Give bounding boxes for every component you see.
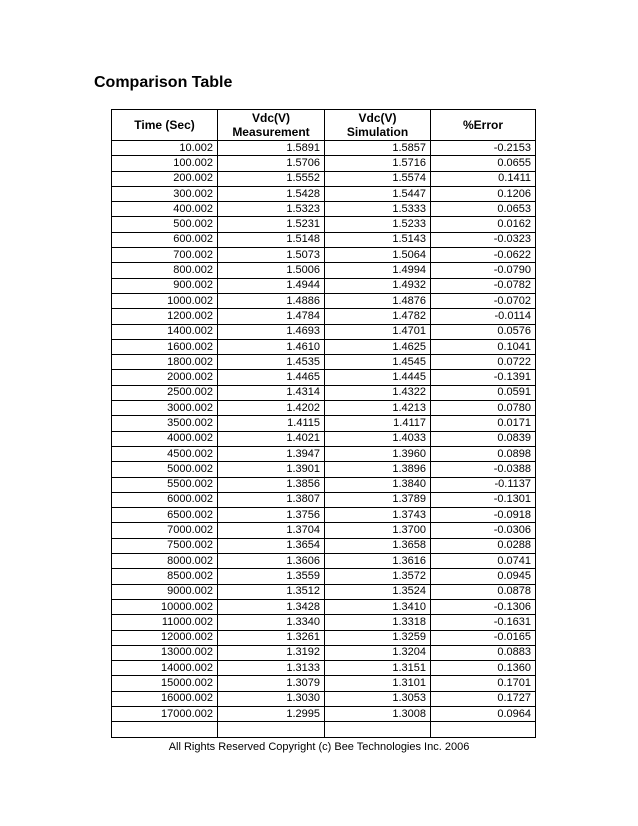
time-cell: 10.002 (112, 141, 218, 156)
table-row (112, 462, 536, 477)
simulation-cell: 1.3700 (325, 523, 431, 538)
comparison-table (111, 109, 536, 738)
table-row (112, 431, 536, 446)
simulation-cell: 1.4545 (325, 355, 431, 370)
simulation-cell: 1.3658 (325, 538, 431, 553)
measurement-cell: 1.3654 (218, 538, 325, 553)
measurement-cell: 1.3261 (218, 630, 325, 645)
simulation-cell: 1.5064 (325, 248, 431, 263)
measurement-cell: 1.4021 (218, 431, 325, 446)
time-cell: 3500.002 (112, 416, 218, 431)
table-row (112, 676, 536, 691)
time-cell: 3000.002 (112, 401, 218, 416)
simulation-cell: 1.4876 (325, 293, 431, 308)
simulation-cell: 1.4213 (325, 401, 431, 416)
simulation-cell: 1.3524 (325, 584, 431, 599)
table-row (112, 645, 536, 660)
error-cell: 0.0591 (431, 385, 536, 400)
error-cell: -0.0622 (431, 248, 536, 263)
measurement-cell: 1.4693 (218, 324, 325, 339)
error-cell: -0.1391 (431, 370, 536, 385)
copyright-footer: All Rights Reserved Copyright (c) Bee Technologies Inc. 2006 (168, 741, 470, 753)
simulation-cell: 1.4994 (325, 263, 431, 278)
measurement-cell: 1.3559 (218, 569, 325, 584)
table-row (112, 156, 536, 171)
time-cell: 13000.002 (112, 645, 218, 660)
table-row (112, 538, 536, 553)
simulation-cell: 1.3053 (325, 691, 431, 706)
measurement-cell: 1.5148 (218, 232, 325, 247)
simulation-cell: 1.3204 (325, 645, 431, 660)
error-cell: -0.0323 (431, 232, 536, 247)
measurement-cell: 1.4465 (218, 370, 325, 385)
time-cell: 16000.002 (112, 691, 218, 706)
time-cell: 1600.002 (112, 339, 218, 354)
simulation-cell: 1.4932 (325, 278, 431, 293)
time-cell: 6000.002 (112, 492, 218, 507)
table-row (112, 141, 536, 156)
measurement-cell: 1.3192 (218, 645, 325, 660)
table-row (112, 584, 536, 599)
error-cell: -0.0702 (431, 293, 536, 308)
error-cell: -0.0790 (431, 263, 536, 278)
simulation-cell: 1.3151 (325, 661, 431, 676)
table-row (112, 355, 536, 370)
simulation-cell: 1.3960 (325, 446, 431, 461)
table-row (112, 202, 536, 217)
header-row (112, 110, 536, 141)
error-cell: 0.0655 (431, 156, 536, 171)
time-cell: 700.002 (112, 248, 218, 263)
error-cell: 0.1360 (431, 661, 536, 676)
measurement-cell: 1.5552 (218, 171, 325, 186)
measurement-cell: 1.3512 (218, 584, 325, 599)
error-cell: 0.0741 (431, 554, 536, 569)
error-cell: 0.1701 (431, 676, 536, 691)
simulation-cell: 1.5233 (325, 217, 431, 232)
measurement-cell: 1.3340 (218, 615, 325, 630)
time-cell: 6500.002 (112, 508, 218, 523)
time-cell: 9000.002 (112, 584, 218, 599)
simulation-cell: 1.3101 (325, 676, 431, 691)
measurement-cell: 1.5006 (218, 263, 325, 278)
error-cell: 0.0898 (431, 446, 536, 461)
table-row (112, 385, 536, 400)
time-cell: 600.002 (112, 232, 218, 247)
measurement-cell: 1.3428 (218, 599, 325, 614)
error-cell: -0.0918 (431, 508, 536, 523)
time-cell: 900.002 (112, 278, 218, 293)
measurement-cell: 1.3901 (218, 462, 325, 477)
column-header-label: Time (Sec) (134, 118, 195, 132)
column-header-simulation (325, 110, 431, 141)
table-row (112, 615, 536, 630)
simulation-cell: 1.4701 (325, 324, 431, 339)
simulation-cell: 1.4322 (325, 385, 431, 400)
measurement-cell: 1.4886 (218, 293, 325, 308)
table-row (112, 661, 536, 676)
table-row (112, 263, 536, 278)
simulation-cell: 1.5716 (325, 156, 431, 171)
page-title: Comparison Table (94, 74, 233, 91)
error-cell: 0.0288 (431, 538, 536, 553)
table-row (112, 569, 536, 584)
table-row (112, 186, 536, 201)
time-cell: 300.002 (112, 186, 218, 201)
error-cell: 0.1041 (431, 339, 536, 354)
time-cell: 8000.002 (112, 554, 218, 569)
measurement-cell: 1.4115 (218, 416, 325, 431)
measurement-cell: 1.3030 (218, 691, 325, 706)
measurement-cell: 1.3079 (218, 676, 325, 691)
error-cell: -0.1631 (431, 615, 536, 630)
error-cell: -0.2153 (431, 141, 536, 156)
simulation-cell: 1.3410 (325, 599, 431, 614)
table-row (112, 477, 536, 492)
column-header-label: Vdc(V) (358, 111, 397, 125)
column-header-error (431, 110, 536, 141)
time-cell: 15000.002 (112, 676, 218, 691)
time-cell: 200.002 (112, 171, 218, 186)
simulation-cell: 1.5447 (325, 186, 431, 201)
measurement-cell: 1.4535 (218, 355, 325, 370)
table-row (112, 523, 536, 538)
time-cell: 14000.002 (112, 661, 218, 676)
simulation-cell: 1.5574 (325, 171, 431, 186)
error-cell: 0.0653 (431, 202, 536, 217)
measurement-cell (218, 722, 325, 737)
time-cell: 1200.002 (112, 309, 218, 324)
table-row (112, 722, 536, 737)
error-cell: 0.0162 (431, 217, 536, 232)
error-cell: -0.0388 (431, 462, 536, 477)
measurement-cell: 1.4610 (218, 339, 325, 354)
measurement-cell: 1.4202 (218, 401, 325, 416)
error-cell: -0.0306 (431, 523, 536, 538)
table-row (112, 401, 536, 416)
table-row (112, 492, 536, 507)
time-cell: 1400.002 (112, 324, 218, 339)
time-cell: 8500.002 (112, 569, 218, 584)
simulation-cell: 1.5333 (325, 202, 431, 217)
time-cell: 400.002 (112, 202, 218, 217)
measurement-cell: 1.3947 (218, 446, 325, 461)
simulation-cell: 1.3743 (325, 508, 431, 523)
simulation-cell: 1.4033 (325, 431, 431, 446)
error-cell: 0.0964 (431, 706, 536, 721)
table-row (112, 706, 536, 721)
simulation-cell: 1.4445 (325, 370, 431, 385)
time-cell: 10000.002 (112, 599, 218, 614)
table-row (112, 446, 536, 461)
error-cell: 0.0883 (431, 645, 536, 660)
simulation-cell: 1.3616 (325, 554, 431, 569)
simulation-cell: 1.3840 (325, 477, 431, 492)
time-cell (112, 722, 218, 737)
simulation-cell: 1.5857 (325, 141, 431, 156)
table-row (112, 599, 536, 614)
table-row (112, 339, 536, 354)
table-row (112, 309, 536, 324)
error-cell: 0.0576 (431, 324, 536, 339)
simulation-cell: 1.3789 (325, 492, 431, 507)
table-row (112, 293, 536, 308)
simulation-cell: 1.3572 (325, 569, 431, 584)
error-cell: 0.1411 (431, 171, 536, 186)
error-cell: 0.0878 (431, 584, 536, 599)
time-cell: 7500.002 (112, 538, 218, 553)
time-cell: 2500.002 (112, 385, 218, 400)
time-cell: 500.002 (112, 217, 218, 232)
error-cell: -0.0782 (431, 278, 536, 293)
table-row (112, 248, 536, 263)
time-cell: 2000.002 (112, 370, 218, 385)
measurement-cell: 1.4784 (218, 309, 325, 324)
measurement-cell: 1.3133 (218, 661, 325, 676)
error-cell: -0.0165 (431, 630, 536, 645)
column-header-sublabel: Simulation (346, 125, 409, 139)
table-row (112, 171, 536, 186)
error-cell: -0.1306 (431, 599, 536, 614)
error-cell: 0.0945 (431, 569, 536, 584)
table-row (112, 217, 536, 232)
simulation-cell: 1.4625 (325, 339, 431, 354)
time-cell: 1000.002 (112, 293, 218, 308)
error-cell: -0.1301 (431, 492, 536, 507)
table-row (112, 508, 536, 523)
measurement-cell: 1.5323 (218, 202, 325, 217)
table-header (112, 110, 536, 141)
simulation-cell: 1.3008 (325, 706, 431, 721)
time-cell: 4000.002 (112, 431, 218, 446)
table-row (112, 691, 536, 706)
measurement-cell: 1.5073 (218, 248, 325, 263)
table-row (112, 416, 536, 431)
time-cell: 100.002 (112, 156, 218, 171)
time-cell: 4500.002 (112, 446, 218, 461)
measurement-cell: 1.4944 (218, 278, 325, 293)
time-cell: 1800.002 (112, 355, 218, 370)
table-row (112, 232, 536, 247)
time-cell: 17000.002 (112, 706, 218, 721)
measurement-cell: 1.5891 (218, 141, 325, 156)
measurement-cell: 1.5231 (218, 217, 325, 232)
measurement-cell: 1.3704 (218, 523, 325, 538)
time-cell: 12000.002 (112, 630, 218, 645)
measurement-cell: 1.4314 (218, 385, 325, 400)
simulation-cell: 1.5143 (325, 232, 431, 247)
table-row (112, 554, 536, 569)
column-header-measurement (218, 110, 325, 141)
measurement-cell: 1.3756 (218, 508, 325, 523)
error-cell (431, 722, 536, 737)
error-cell: -0.1137 (431, 477, 536, 492)
simulation-cell: 1.4117 (325, 416, 431, 431)
column-header-time (112, 110, 218, 141)
measurement-cell: 1.2995 (218, 706, 325, 721)
error-cell: -0.0114 (431, 309, 536, 324)
table-row (112, 370, 536, 385)
measurement-cell: 1.3807 (218, 492, 325, 507)
time-cell: 5500.002 (112, 477, 218, 492)
time-cell: 11000.002 (112, 615, 218, 630)
column-header-sublabel: Measurement (232, 125, 310, 139)
measurement-cell: 1.5428 (218, 186, 325, 201)
simulation-cell: 1.4782 (325, 309, 431, 324)
column-header-label: %Error (462, 118, 503, 132)
simulation-cell: 1.3318 (325, 615, 431, 630)
error-cell: 0.1206 (431, 186, 536, 201)
table-row (112, 278, 536, 293)
simulation-cell: 1.3259 (325, 630, 431, 645)
error-cell: 0.1727 (431, 691, 536, 706)
error-cell: 0.0780 (431, 401, 536, 416)
error-cell: 0.0171 (431, 416, 536, 431)
column-header-label: Vdc(V) (251, 111, 290, 125)
measurement-cell: 1.3606 (218, 554, 325, 569)
simulation-cell (325, 722, 431, 737)
table-body (112, 141, 536, 738)
measurement-cell: 1.5706 (218, 156, 325, 171)
error-cell: 0.0722 (431, 355, 536, 370)
measurement-cell: 1.3856 (218, 477, 325, 492)
table-row (112, 630, 536, 645)
error-cell: 0.0839 (431, 431, 536, 446)
simulation-cell: 1.3896 (325, 462, 431, 477)
time-cell: 7000.002 (112, 523, 218, 538)
time-cell: 5000.002 (112, 462, 218, 477)
time-cell: 800.002 (112, 263, 218, 278)
table-row (112, 324, 536, 339)
